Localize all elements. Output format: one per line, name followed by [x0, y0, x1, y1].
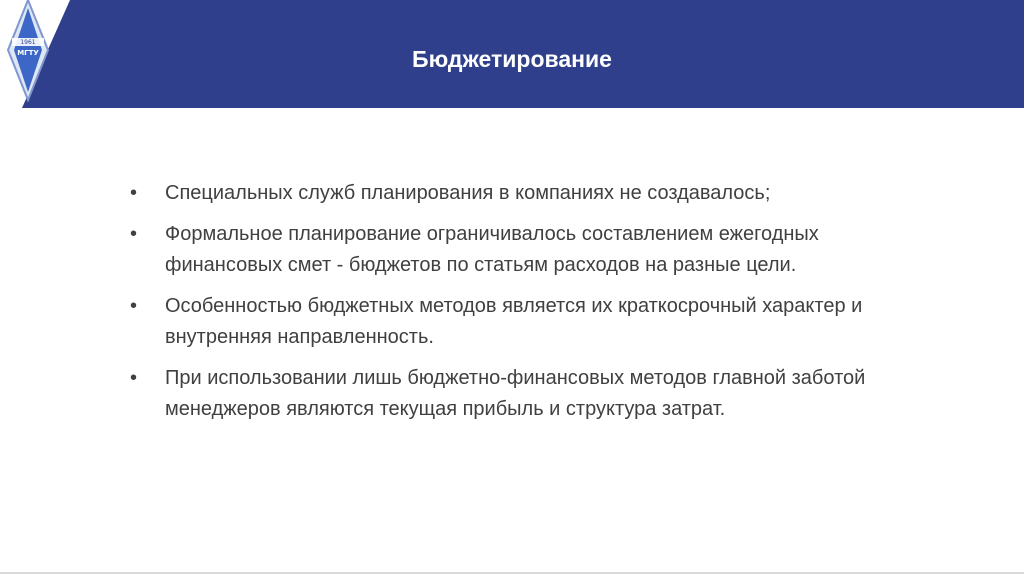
svg-text:МГТУ: МГТУ	[17, 49, 39, 57]
bullet-text: Формальное планирование ограничивалось составлением ежегодных финансовых смет - бюджетов по статьям расходов на разные цели.	[165, 223, 819, 276]
bullet-marker-icon: •	[130, 182, 138, 204]
bullet-item-3	[130, 291, 930, 353]
bullet-text: Специальных служб планирования в компаниях не создавалось;	[165, 182, 771, 204]
bullet-text: При использовании лишь бюджетно-финансовых методов главной заботой менеджеров являются текущая прибыль и структура затрат.	[165, 367, 866, 420]
bullet-item-2	[130, 219, 930, 281]
slide-title: Бюджетирование	[412, 46, 612, 72]
bullet-marker-icon: •	[130, 295, 138, 317]
bullet-marker-icon: •	[130, 367, 138, 389]
bullet-item-1	[130, 178, 930, 209]
bullet-text: Особенностью бюджетных методов является их краткосрочный характер и внутренняя направленность.	[165, 295, 863, 348]
bullet-marker-icon: •	[130, 223, 138, 245]
svg-text:1961: 1961	[20, 39, 36, 46]
bullet-item-4	[130, 363, 930, 425]
bullet-list	[130, 178, 930, 435]
